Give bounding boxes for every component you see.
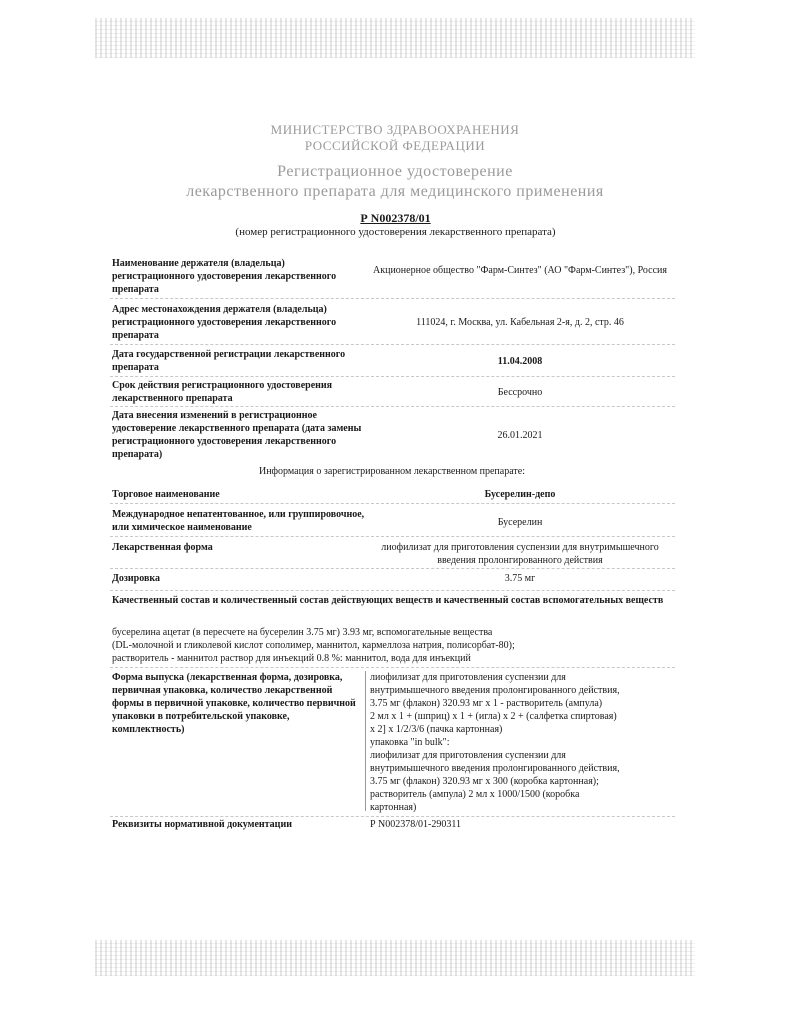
holder-address-row — [112, 303, 672, 343]
registration-date-value: 11.04.2008 — [497, 356, 543, 367]
dosage-form-label: Лекарственная форма — [112, 542, 213, 553]
registration-number: Р N002378/01 — [360, 211, 431, 225]
separator — [110, 667, 675, 668]
packaging-label: Форма выпуска (лекарственная форма, дозировка, первичная упаковка, количество лекарственной формы в первичной упаковке, количество первичной упаковки в потребительской упаковке, комплектность) — [112, 672, 356, 735]
changes-date-row — [112, 409, 672, 461]
validity-value: Бессрочно — [497, 387, 543, 398]
dosage-form-value: лиофилизат для приготовления суспензии для внутримышечного введения пролонгированного действия — [381, 542, 659, 566]
separator — [110, 298, 675, 299]
normative-docs-row — [112, 818, 672, 834]
packaging-line: картонная) — [370, 802, 417, 813]
composition-line-1: бусерелина ацетат (в пересчете на бусерелин 3.75 мг) 3.93 мг, вспомогательные вещества — [112, 627, 493, 638]
composition-heading: Качественный состав и количественный состав действующих веществ и качественный состав вспомогательных веществ — [112, 595, 664, 606]
inn-row — [112, 508, 672, 536]
packaging-line: упаковка "in bulk": — [370, 737, 450, 748]
packaging-line: лиофилизат для приготовления суспензии для — [370, 672, 566, 683]
faded-header-line-2: РОССИЙСКОЙ ФЕДЕРАЦИИ — [304, 138, 486, 153]
dosage-label: Дозировка — [112, 573, 160, 584]
holder-name-label: Наименование держателя (владельца) регистрационного удостоверения лекарственного препарата — [112, 258, 337, 295]
faded-header-line-3: Регистрационное удостоверение — [277, 163, 513, 180]
separator — [110, 376, 675, 377]
registration-date-label: Дата государственной регистрации лекарственного препарата — [112, 349, 346, 373]
packaging-value — [370, 671, 670, 814]
packaging-line: 2 мл x 1 + (шприц) x 1 + (игла) x 2 + (салфетка спиртовая) — [370, 711, 617, 722]
separator — [110, 816, 675, 817]
validity-label: Срок действия регистрационного удостоверения лекарственного препарата — [112, 380, 333, 404]
packaging-line: лиофилизат для приготовления суспензии для — [370, 750, 566, 761]
packaging-line: x 2] x 1/2/3/6 (пачка картонная) — [370, 724, 503, 735]
holder-address-label: Адрес местонахождения держателя (владельца) регистрационного удостоверения лекарственного препарата — [112, 304, 337, 341]
packaging-line: 3.75 мг (флакон) 320.93 мг x 300 (коробка картонная); — [370, 776, 599, 787]
holder-name-row — [112, 257, 672, 297]
holder-address-value: 111024, г. Москва, ул. Кабельная 2-я, д. 2, стр. 46 — [416, 317, 624, 328]
scan-noise-top — [95, 18, 695, 58]
info-heading: Информация о зарегистрированном лекарственном препарате: — [258, 466, 525, 477]
composition-line-2: (DL-молочной и гликолевой кислот сополимер, маннитол, кармеллоза натрия, полисорбат-80); — [112, 640, 515, 651]
packaging-line: внутримышечного введения пролонгированного действия, — [370, 763, 620, 774]
packaging-line: растворитель (ампула) 2 мл x 1000/1500 (коробка — [370, 789, 580, 800]
dosage-row — [112, 572, 672, 588]
validity-row — [112, 379, 672, 407]
inn-label: Международное непатентованное, или группировочное, или химическое наименование — [112, 509, 365, 533]
separator — [110, 536, 675, 537]
faded-header-line-4: лекарственного препарата для медицинского применения — [186, 183, 604, 200]
inn-value: Бусерелин — [497, 517, 543, 528]
packaging-line: внутримышечного введения пролонгированного действия, — [370, 685, 620, 696]
faded-header-line-1: МИНИСТЕРСТВО ЗДРАВООХРАНЕНИЯ — [270, 122, 520, 137]
separator — [110, 568, 675, 569]
registration-number-caption: (номер регистрационного удостоверения лекарственного препарата) — [235, 226, 556, 238]
registration-date-row — [112, 348, 672, 376]
column-divider — [365, 671, 366, 811]
trade-name-value: Бусерелин-депо — [484, 489, 556, 500]
trade-name-row — [112, 488, 672, 504]
holder-name-value: Акционерное общество "Фарм-Синтез" (АО "Фарм-Синтез"), Россия — [373, 265, 667, 276]
dosage-form-row — [112, 541, 672, 569]
normative-docs-label: Реквизиты нормативной документации — [112, 819, 292, 830]
trade-name-label: Торговое наименование — [112, 489, 220, 500]
dosage-value: 3.75 мг — [504, 573, 536, 584]
changes-date-label: Дата внесения изменений в регистрационное удостоверение лекарственного препарата (дата замены регистрационного удостоверения лекарственного препарата) — [112, 410, 362, 460]
composition-line-3: растворитель - маннитол раствор для инъекций 0.8 %: маннитол, вода для инъекций — [112, 653, 471, 664]
scan-noise-bottom — [95, 940, 695, 976]
separator — [110, 344, 675, 345]
changes-date-value: 26.01.2021 — [497, 430, 543, 441]
packaging-row — [112, 671, 672, 816]
packaging-line: 3.75 мг (флакон) 320.93 мг x 1 - растворитель (ампула) — [370, 698, 603, 709]
separator — [110, 406, 675, 407]
normative-docs-value: Р N002378/01-290311 — [370, 819, 462, 830]
separator — [110, 503, 675, 504]
separator — [110, 590, 675, 591]
